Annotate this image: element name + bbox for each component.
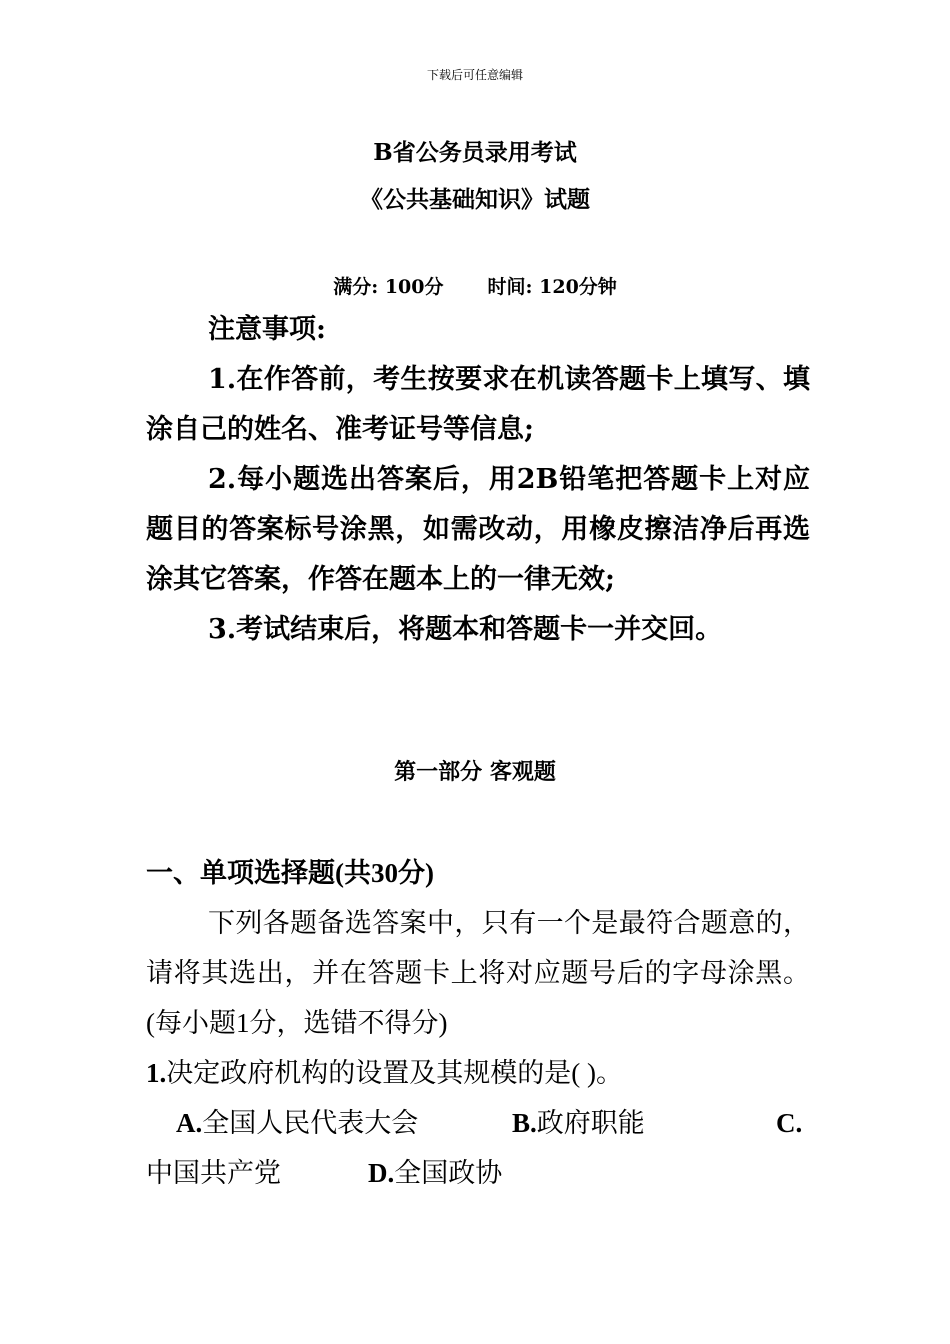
header-note: 下载后可任意编辑 <box>426 68 523 82</box>
exam-subtitle: 《公共基础知识》试题 <box>360 186 590 213</box>
option-letter: D. <box>368 1158 395 1188</box>
question-1 <box>146 1048 810 1098</box>
exam-meta <box>0 272 950 299</box>
notice-list <box>146 355 810 655</box>
score-text: 满分: 100分 <box>333 276 444 298</box>
time-text: 时间: 120分钟 <box>487 276 617 298</box>
option-text: 全国人民代表大会 <box>202 1108 419 1138</box>
question-1-options <box>146 1098 810 1198</box>
option-letter: B. <box>512 1108 537 1138</box>
option-text: 中国共产党 <box>146 1158 281 1188</box>
exam-title: B省公务员录用考试 <box>373 139 577 166</box>
option-b <box>512 1098 645 1148</box>
question-text: 决定政府机构的设置及其规模的是( )。 <box>166 1058 623 1088</box>
option-d <box>368 1148 502 1198</box>
option-text: 全国政协 <box>394 1158 503 1188</box>
option-c-text <box>146 1148 281 1198</box>
question-number: 1. <box>146 1058 167 1088</box>
notice-item-1: 1.在作答前，考生按要求在机读答题卡上填写、填涂自己的姓名、准考证号等信息; <box>146 364 810 445</box>
section-title: 一、单项选择题(共30分) <box>146 858 434 888</box>
notice-item-3: 3.考试结束后，将题本和答题卡一并交回。 <box>208 614 723 645</box>
option-a <box>176 1098 418 1148</box>
option-letter: A. <box>176 1108 203 1138</box>
section-instruction: 下列各题备选答案中，只有一个是最符合题意的，请将其选出，并在答题卡上将对应题号后的字母涂黑。(每小题1分，选错不得分) <box>146 908 810 1038</box>
section-single-choice <box>146 848 810 1198</box>
part-title: 第一部分 客观题 <box>394 759 556 785</box>
notice-title: 注意事项: <box>208 314 326 345</box>
option-letter: C. <box>776 1108 803 1138</box>
option-text: 政府职能 <box>536 1108 645 1138</box>
option-c-letter <box>776 1098 802 1148</box>
notice-item-2: 2.每小题选出答案后，用2B铅笔把答题卡上对应题目的答案标号涂黑，如需改动，用橡皮擦洁净后再选涂其它答案，作答在题本上的一律无效; <box>146 464 810 595</box>
